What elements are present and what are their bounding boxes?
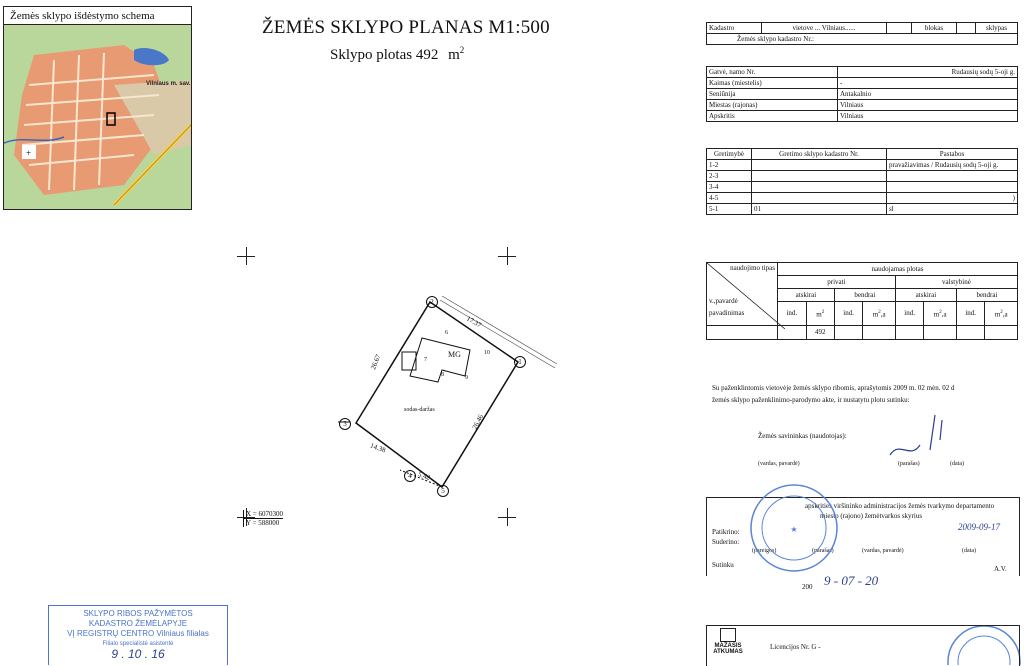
- neighbor-cad: 01: [752, 204, 887, 215]
- neighbor-id: 1-2: [707, 160, 752, 171]
- location-map: [4, 25, 191, 209]
- neighbor-cad: [752, 182, 887, 193]
- area-unit-sup: 2: [459, 45, 465, 55]
- dim-left: 26.67: [369, 353, 383, 371]
- usage-area-header: naudojamas plotas: [778, 263, 1018, 276]
- owner-label: Žemės savininkas (naudotojas):: [758, 432, 847, 440]
- usage-ind: ind.: [834, 302, 863, 326]
- neighbor-note: pravažiavimas / Rudausių sodų 5-oji g.: [887, 160, 1018, 171]
- coord-x: X = 6070300: [243, 510, 283, 518]
- map-label: Vilniaus m. sav.: [146, 81, 191, 87]
- approval-parasas: (parašas): [812, 548, 834, 554]
- address-label: Seniūnija: [707, 89, 838, 100]
- crosshair-mark: [498, 247, 516, 265]
- address-label: Apskritis: [707, 111, 838, 122]
- licence-box: [706, 625, 1020, 666]
- building-point-10: 10: [484, 350, 490, 356]
- map-box-title: Žemės sklypo išdėstymo schema: [4, 7, 191, 25]
- usage-private: privati: [778, 276, 896, 289]
- approval-sutinku: Sutinku: [712, 561, 734, 569]
- address-value: Vilniaus: [838, 111, 1018, 122]
- neighbor-cad: [752, 171, 887, 182]
- building-label: MG: [448, 350, 461, 359]
- usage-jointly: bendrai: [956, 289, 1017, 302]
- usage-type-label: naudojimo tipas: [730, 264, 775, 272]
- approval-dept-2: miesto (rajono) žemėtvarkos skyrius: [820, 512, 923, 520]
- neighbor-note: ): [887, 193, 1018, 204]
- address-label: Gatvė, namo Nr.: [707, 67, 838, 78]
- neighbors-header: Gretimo sklypo kadastro Nr.: [752, 149, 887, 160]
- stamp-line-3: VĮ REGISTRŲ CENTRO Vilniaus filialas: [67, 629, 209, 638]
- usage-pavadinimas: pavadinimas: [709, 309, 745, 317]
- neighbor-note: [887, 182, 1018, 193]
- building-icon: [720, 628, 736, 642]
- agreement-line-1: Su paženklintomis vietovėje žemės sklypo ribomis, aprašytomis 2009 m. 02 mėn. 02 d: [712, 384, 955, 392]
- address-value: Rudausių sodų 5-oji g.: [838, 67, 1018, 78]
- dim-bottom2: 5.42: [417, 470, 432, 482]
- neighbor-cad: [752, 160, 887, 171]
- usage-separately: atskirai: [778, 289, 835, 302]
- stamp-line-2: KADASTRO ŽEMĖLAPYJE: [88, 619, 188, 628]
- svg-text:★: ★: [790, 525, 798, 534]
- usage-type-cell: [707, 263, 778, 326]
- address-label: Miestas (rajonas): [707, 100, 838, 111]
- area-line: [330, 45, 464, 64]
- neighbor-note: sl: [887, 204, 1018, 215]
- area-prefix: Sklypo plotas 492: [330, 47, 439, 63]
- address-value: -: [838, 78, 1018, 89]
- approval-year-handwritten: 9 - 07 - 20: [824, 573, 879, 588]
- neighbor-id: 3-4: [707, 182, 752, 193]
- cadastre-sklypas: sklypas: [976, 23, 1018, 34]
- usage-table: [706, 262, 1018, 340]
- usage-value: 492: [806, 326, 834, 340]
- cadastre-number-label: Žemės sklypo kadastro Nr.:: [707, 34, 1018, 45]
- sign-caption: (parašas): [898, 461, 920, 467]
- official-seal-stamp: [748, 482, 840, 574]
- neighbor-id: 5-1: [707, 204, 752, 215]
- approval-patikrino: Patikrino:: [712, 528, 740, 536]
- building-point-7: 7: [424, 357, 427, 363]
- building-point-9: 9: [465, 375, 468, 381]
- approval-vardas: (vardas, pavardė): [862, 548, 904, 554]
- neighbor-note: [887, 171, 1018, 182]
- approval-year-prefix: 200: [802, 583, 813, 591]
- neighbors-header: Pastabos: [887, 149, 1018, 160]
- page-title: ŽEMĖS SKLYPO PLANAS M1:500: [262, 17, 550, 38]
- neighbors-header: Gretimybė: [707, 149, 752, 160]
- usage-m2a: $m^2,a$: [924, 302, 956, 326]
- neighbor-cad: [752, 193, 887, 204]
- cadastre-label: Kadastro: [707, 23, 762, 34]
- address-table: [706, 66, 1018, 122]
- usage-ind: ind.: [956, 302, 985, 326]
- handwritten-signature-owner: [880, 410, 960, 465]
- neighbor-id: 2-3: [707, 171, 752, 182]
- stamp-date: 9 . 10 . 16: [111, 647, 165, 661]
- neighbors-table: [706, 148, 1018, 215]
- point-marker-2: 2: [426, 296, 438, 308]
- usage-ind: ind.: [895, 302, 924, 326]
- inner-label: sodas-daržas: [404, 407, 435, 413]
- approval-date-handwritten: 2009-09-17: [958, 522, 1000, 532]
- name-caption: (vardas, pavardė): [758, 461, 800, 467]
- usage-jointly: bendrai: [834, 289, 895, 302]
- coords-block: [243, 510, 283, 527]
- dim-bottom: 14.38: [369, 441, 387, 455]
- usage-ind: ind.: [778, 302, 807, 326]
- licence-label: Licencijos Nr. G -: [770, 643, 821, 651]
- area-unit: m: [448, 47, 460, 63]
- location-map-box: [3, 6, 192, 210]
- stamp-line-4: Filialo specialistė asistentė: [102, 641, 174, 647]
- company-badge: MAŽASIS ATKUMAS: [710, 628, 746, 662]
- cadastre-blokas: blokas: [912, 23, 957, 34]
- coord-y: Y = 588000: [243, 518, 283, 527]
- usage-m2: $m^2$: [806, 302, 834, 326]
- point-marker-3: 3: [339, 418, 351, 430]
- date-caption: (data): [950, 461, 964, 467]
- approval-dept-1: apskrities viršininko administracijos žemės tvarkymo departamento: [805, 502, 995, 510]
- approval-data: (data): [962, 548, 976, 554]
- crosshair-mark: [498, 508, 516, 526]
- address-label: Kaimas (miestelis): [707, 78, 838, 89]
- approval-suderino: Suderino:: [712, 538, 740, 546]
- dim-right: 26.46: [470, 413, 486, 431]
- building-outline: [410, 338, 470, 382]
- crosshair-mark: [237, 247, 255, 265]
- cadastre-registry-stamp: [48, 605, 228, 665]
- agreement-line-2: žemės sklypo paženklinimo-parodymo akte, ir nustatytu plotu sutinku:: [712, 396, 910, 404]
- usage-state: valstybinė: [895, 276, 1017, 289]
- building-point-8: 8: [441, 372, 444, 378]
- dim-top: 17.37: [465, 314, 483, 330]
- cadastre-table: [706, 22, 1018, 45]
- approval-av: A.V.: [994, 565, 1007, 573]
- point-marker-1: 1: [514, 356, 526, 368]
- usage-m2a: $m^2,a$: [863, 302, 895, 326]
- point-marker-5: 5: [437, 485, 449, 497]
- cadastre-vietove: vietove ... Vilniaus......: [762, 23, 887, 34]
- plot-plan-drawing: [330, 290, 560, 500]
- approval-pareigos: (pareigos): [752, 548, 777, 554]
- stamp-line-1: SKLYPO RIBOS PAŽYMĖTOS: [83, 609, 193, 618]
- usage-vpavarde: v.,pavardė: [709, 297, 738, 305]
- address-value: Vilniaus: [838, 100, 1018, 111]
- point-marker-4: 4: [404, 470, 416, 482]
- building-point-6: 6: [445, 330, 448, 336]
- usage-m2a: $m^2,a$: [985, 302, 1018, 326]
- neighbor-id: 4-5: [707, 193, 752, 204]
- svg-text:+: +: [26, 148, 32, 158]
- address-value: Antakalnio: [838, 89, 1018, 100]
- usage-separately: atskirai: [895, 289, 956, 302]
